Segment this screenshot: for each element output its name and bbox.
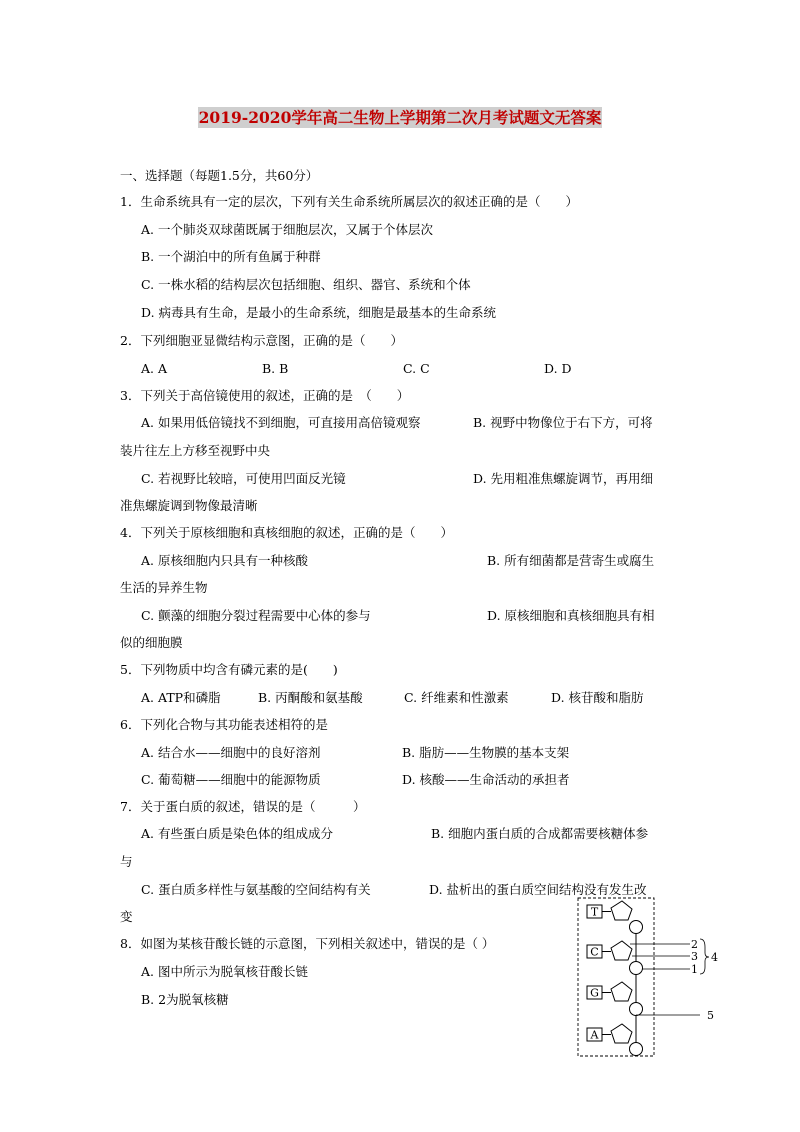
q4-option-b-cont: 生活的异养生物 xyxy=(120,580,208,595)
q7-option-b-cont: 与 xyxy=(120,854,133,869)
nucleotide-chain-diagram xyxy=(570,893,730,1065)
q8-option-b: B. 2为脱氧核糖 xyxy=(141,992,229,1007)
q3-option-d: D. 先用粗准焦螺旋调节，再用细 xyxy=(473,471,654,486)
q3-option-a: A. 如果用低倍镜找不到细胞，可直接用高倍镜观察 xyxy=(141,415,421,430)
page-title: 2019-2020学年高二生物上学期第二次月考试题文无答案 xyxy=(198,108,602,127)
question-2-stem: 2．下列细胞亚显微结构示意图，正确的是（ ） xyxy=(120,333,403,348)
q4-option-d-cont: 似的细胞膜 xyxy=(120,635,183,650)
q3-option-d-cont: 准焦螺旋调到物像最清晰 xyxy=(120,498,258,513)
q1-option-d: D. 病毒具有生命，是最小的生命系统，细胞是最基本的生命系统 xyxy=(141,305,497,320)
q4-option-c: C. 颤藻的细胞分裂过程需要中心体的参与 xyxy=(141,608,371,623)
q3-option-b: B. 视野中物像位于右下方，可将 xyxy=(473,415,653,430)
diagram-dashed-border xyxy=(578,898,654,1056)
label-3: 3 xyxy=(691,950,698,963)
q2-option-a: A. A xyxy=(141,361,168,376)
nucleotide-unit xyxy=(587,1024,643,1056)
q2-option-d: D. D xyxy=(544,361,572,376)
nucleotide-unit xyxy=(587,901,643,934)
q6-option-b: B. 脂肪——生物膜的基本支架 xyxy=(402,745,570,760)
question-3-stem: 3．下列关于高倍镜使用的叙述，正确的是 （ ） xyxy=(120,388,410,403)
base-label: T xyxy=(590,905,599,919)
base-label: C xyxy=(590,945,599,959)
nucleotide-unit xyxy=(587,982,643,1016)
q6-option-a: A. 结合水——细胞中的良好溶剂 xyxy=(141,745,321,760)
label-5: 5 xyxy=(707,1009,714,1022)
base-label: A xyxy=(590,1028,599,1042)
q7-option-a: A. 有些蛋白质是染色体的组成成分 xyxy=(141,826,333,841)
q2-option-b: B. B xyxy=(262,361,289,376)
q1-option-c: C. 一株水稻的结构层次包括细胞、组织、器官、系统和个体 xyxy=(141,277,471,292)
nucleotide-unit xyxy=(587,941,643,975)
base-label: G xyxy=(590,986,599,1000)
q6-option-d: D. 核酸——生命活动的承担者 xyxy=(402,772,570,787)
q5-option-a: A. ATP和磷脂 xyxy=(141,690,221,705)
question-7-stem: 7．关于蛋白质的叙述，错误的是（ ） xyxy=(120,799,366,814)
section-header: 一、选择题（每题1.5分，共60分） xyxy=(120,168,319,183)
q4-option-d: D. 原核细胞和真核细胞具有相 xyxy=(487,608,655,623)
q7-option-b: B. 细胞内蛋白质的合成都需要核糖体参 xyxy=(431,826,649,841)
question-1-stem: 1．生命系统具有一定的层次，下列有关生命系统所属层次的叙述正确的是（ ） xyxy=(120,194,578,209)
q3-option-b-cont: 装片往左上方移至视野中央 xyxy=(120,443,271,458)
q5-option-d: D. 核苷酸和脂肪 xyxy=(551,690,644,705)
question-6-stem: 6．下列化合物与其功能表述相符的是 xyxy=(120,717,328,732)
label-2: 2 xyxy=(691,938,698,951)
brace xyxy=(700,939,709,974)
label-1: 1 xyxy=(691,963,698,976)
q3-option-c: C. 若视野比较暗，可使用凹面反光镜 xyxy=(141,471,346,486)
question-8-stem: 8．如图为某核苷酸长链的示意图，下列相关叙述中，错误的是（ ） xyxy=(120,936,495,951)
q4-option-b: B. 所有细菌都是营寄生或腐生 xyxy=(487,553,655,568)
q5-option-c: C. 纤维素和性激素 xyxy=(404,690,509,705)
q7-option-d: D. 盐析出的蛋白质空间结构没有发生改 xyxy=(429,882,647,897)
q4-option-a: A. 原核细胞内只具有一种核酸 xyxy=(141,553,308,568)
q5-option-b: B. 丙酮酸和氨基酸 xyxy=(258,690,363,705)
q8-option-a: A. 图中所示为脱氧核苷酸长链 xyxy=(141,964,308,979)
question-4-stem: 4．下列关于原核细胞和真核细胞的叙述，正确的是（ ） xyxy=(120,525,453,540)
q6-option-c: C. 葡萄糖——细胞中的能源物质 xyxy=(141,772,321,787)
q7-option-d-cont: 变 xyxy=(120,909,133,924)
q1-option-a: A. 一个肺炎双球菌既属于细胞层次，又属于个体层次 xyxy=(141,222,433,237)
q1-option-b: B. 一个湖泊中的所有鱼属于种群 xyxy=(141,249,321,264)
question-5-stem: 5．下列物质中均含有磷元素的是( ) xyxy=(120,662,338,677)
label-4: 4 xyxy=(711,951,718,964)
q7-option-c: C. 蛋白质多样性与氨基酸的空间结构有关 xyxy=(141,882,371,897)
q2-option-c: C. C xyxy=(403,361,430,376)
